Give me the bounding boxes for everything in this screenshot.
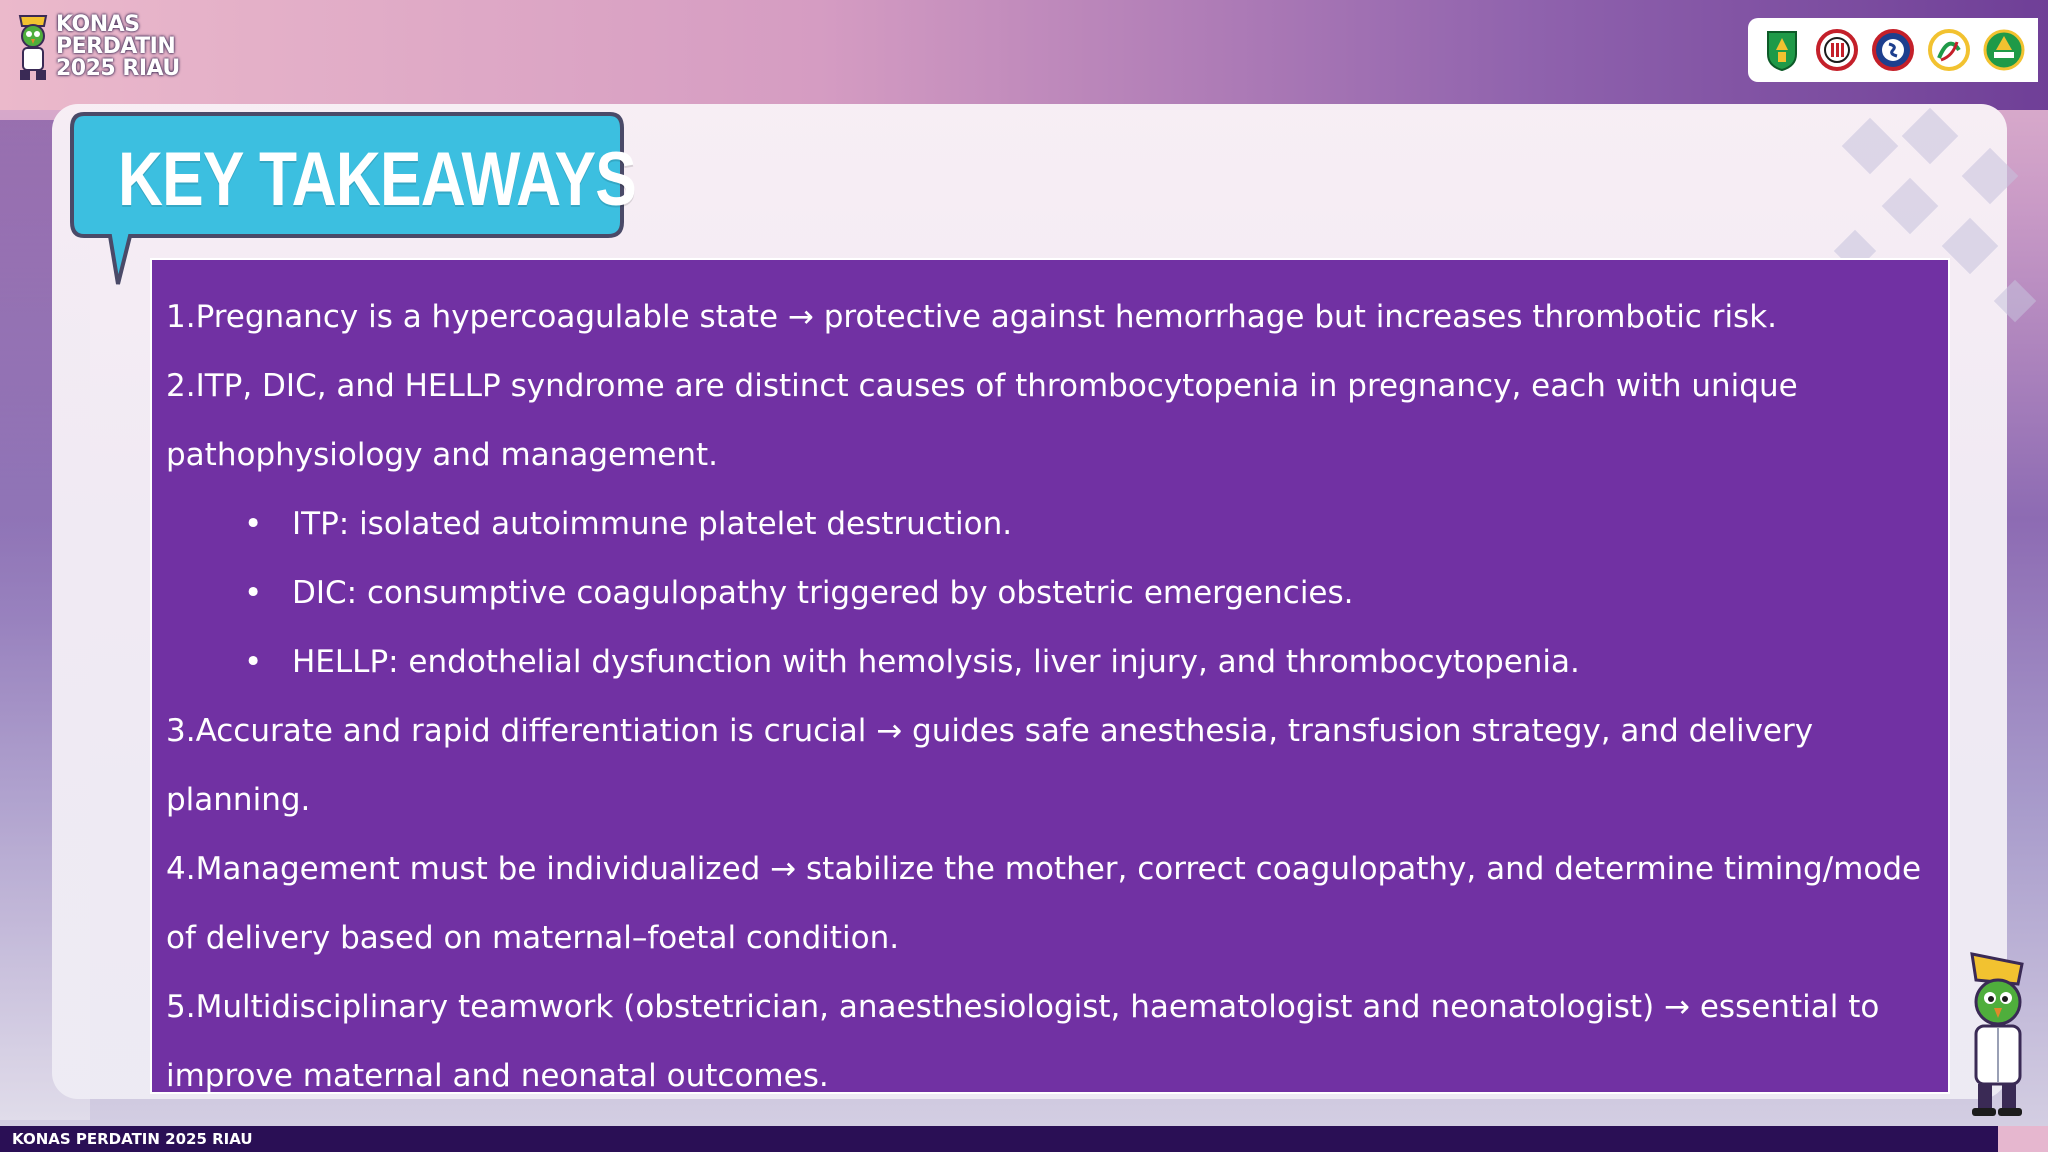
page-title: KEY TAKEAWAYS (118, 137, 637, 222)
bullet-item (166, 559, 1934, 628)
bullet-text-itp: ITP: isolated autoimmune platelet destruction. (292, 506, 1013, 542)
riau-regional-logo-icon (1982, 28, 2026, 72)
takeaway-item-4-line-1: 4.Management must be individualized → stabilize the mother, correct coagulopathy, and determine timing/mode (166, 851, 1922, 887)
riau-province-logo-icon (1760, 28, 1804, 72)
organization-logo-icon (1927, 28, 1971, 72)
takeaway-item-5-line-1: 5.Multidisciplinary teamwork (obstetrician, anaesthesiologist, haematologist and neonatologist) → essential to (166, 989, 1880, 1025)
takeaways-panel (150, 258, 1950, 1094)
footer-accent (1998, 1126, 2048, 1152)
footer-text: KONAS PERDATIN 2025 RIAU (12, 1130, 253, 1148)
takeaway-item-5-line-2: improve maternal and neonatal outcomes. (166, 1058, 829, 1094)
footer-bar (0, 1126, 2048, 1152)
partner-logos (1748, 18, 2038, 82)
bullet-dot: • (244, 575, 263, 611)
brand-line-1: KONAS (56, 12, 140, 37)
takeaway-item-2-line-2: pathophysiology and management. (166, 437, 718, 473)
mascot-logo-icon (14, 14, 52, 86)
bullet-item (166, 628, 1934, 697)
bullet-text-dic: DIC: consumptive coagulopathy triggered by obstetric emergencies. (292, 575, 1354, 611)
takeaway-item-4-line-2: of delivery based on maternal–foetal condition. (166, 920, 900, 956)
mascot-icon (1958, 950, 2036, 1118)
brand-line-2: PERDATIN (56, 34, 176, 59)
takeaway-item-2-line-1: 2.ITP, DIC, and HELLP syndrome are distinct causes of thrombocytopenia in pregnancy, each with unique (166, 368, 1798, 404)
bullet-dot: • (244, 506, 263, 542)
takeaway-item-3-line-1: 3.Accurate and rapid differentiation is crucial → guides safe anesthesia, transfusion strategy, and delivery (166, 713, 1814, 749)
header-band (0, 0, 2048, 110)
bullet-dot: • (244, 644, 263, 680)
bullet-text-hellp: HELLP: endothelial dysfunction with hemolysis, liver injury, and thrombocytopenia. (292, 644, 1580, 680)
ibi-logo-icon (1815, 28, 1859, 72)
takeaway-item-1: 1.Pregnancy is a hypercoagulable state → protective against hemorrhage but increases thrombotic risk. (166, 299, 1778, 335)
takeaway-item-3-line-2: planning. (166, 782, 311, 818)
event-brand (14, 14, 180, 86)
brand-line-3: 2025 RIAU (56, 56, 180, 81)
bullet-item (166, 490, 1934, 559)
perdatin-logo-icon (1871, 28, 1915, 72)
